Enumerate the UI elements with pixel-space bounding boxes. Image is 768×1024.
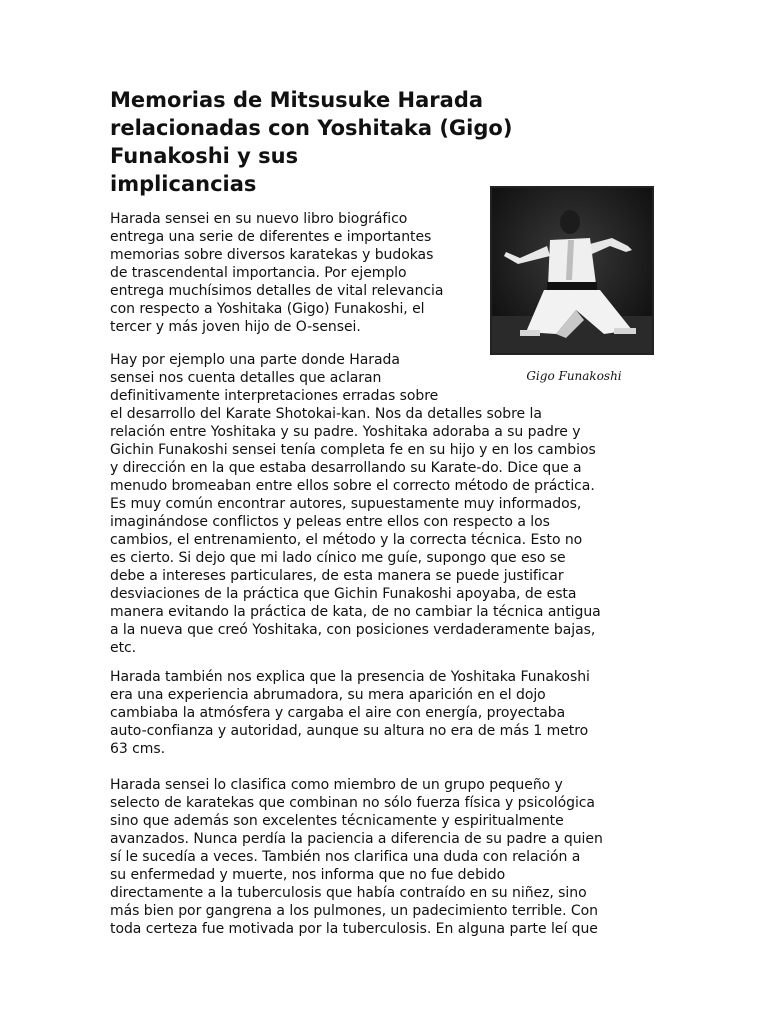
- text-line: imaginándose conflictos y peleas entre ellos con respecto a los: [110, 514, 550, 530]
- text-line: cambiaba la atmósfera y cargaba el aire con energía, proyectaba: [110, 705, 566, 721]
- paragraph-classification: [110, 776, 603, 938]
- text-line: definitivamente interpretaciones erradas sobre: [110, 388, 439, 404]
- text-line: selecto de karatekas que combinan no sólo fuerza física y psicológica: [110, 795, 595, 811]
- text-line: 63 cms.: [110, 741, 165, 757]
- text-line: más bien por gangrena a los pulmones, un padecimiento terrible. Con: [110, 903, 598, 919]
- text-line: avanzados. Nunca perdía la paciencia a diferencia de su padre a quien: [110, 831, 603, 847]
- figure: [490, 186, 658, 383]
- text-line: memorias sobre diversos karatekas y budokas: [110, 247, 434, 263]
- text-line: sino que además son excelentes técnicamente y espiritualmente: [110, 813, 564, 829]
- title-line: relacionadas con Yoshitaka (Gigo): [110, 116, 513, 140]
- text-line: Es muy común encontrar autores, supuestamente muy informados,: [110, 496, 582, 512]
- text-line: menudo bromeaban entre ellos sobre el correcto método de práctica.: [110, 478, 595, 494]
- text-line: relación entre Yoshitaka y su padre. Yoshitaka adoraba a su padre y: [110, 424, 581, 440]
- figure-caption: Gigo Funakoshi: [526, 369, 622, 383]
- text-line: Harada también nos explica que la presencia de Yoshitaka Funakoshi: [110, 669, 590, 685]
- text-line: Hay por ejemplo una parte donde Harada: [110, 352, 400, 368]
- title-line: Funakoshi y sus: [110, 144, 299, 168]
- text-line: manera evitando la práctica de kata, de no cambiar la técnica antigua: [110, 604, 601, 620]
- text-line: tercer y más joven hijo de O-sensei.: [110, 319, 361, 335]
- karate-photo: [490, 186, 654, 355]
- text-line: toda certeza fue motivada por la tuberculosis. En alguna parte leí que: [110, 921, 598, 937]
- text-line: entrega una serie de diferentes e importantes: [110, 229, 432, 245]
- text-line: Harada sensei lo clasifica como miembro de un grupo pequeño y: [110, 777, 563, 793]
- text-line: de trascendental importancia. Por ejemplo: [110, 265, 407, 281]
- text-line: a la nueva que creó Yoshitaka, con posiciones verdaderamente bajas,: [110, 622, 596, 638]
- title-line: Memorias de Mitsusuke Harada: [110, 88, 484, 112]
- text-line: su enfermedad y muerte, nos informa que no fue debido: [110, 867, 506, 883]
- text-line: sensei nos cuenta detalles que aclaran: [110, 370, 382, 386]
- text-line: y dirección en la que estaba desarrollando su Karate-do. Dice que a: [110, 460, 582, 476]
- text-line: cambios, el entrenamiento, el método y la correcta técnica. Esto no: [110, 532, 583, 548]
- text-line: desviaciones de la práctica que Gichin Funakoshi apoyaba, de esta: [110, 586, 577, 602]
- text-line: directamente a la tuberculosis que había contraído en su niñez, sino: [110, 885, 587, 901]
- text-line: debe a intereses particulares, de esta manera se puede justificar: [110, 568, 564, 584]
- text-line: etc.: [110, 640, 137, 656]
- text-line: con respecto a Yoshitaka (Gigo) Funakoshi, el: [110, 301, 425, 317]
- text-line: sí le sucedía a veces. También nos clarifica una duda con relación a: [110, 849, 581, 865]
- text-line: auto-confianza y autoridad, aunque su altura no era de más 1 metro: [110, 723, 589, 739]
- text-line: Gichin Funakoshi sensei tenía completa fe en su hijo y en los cambios: [110, 442, 596, 458]
- title-line: implicancias: [110, 172, 257, 196]
- text-line: entrega muchísimos detalles de vital relevancia: [110, 283, 444, 299]
- text-line: era una experiencia abrumadora, su mera aparición en el dojo: [110, 687, 546, 703]
- paragraph-intro: [110, 210, 443, 336]
- text-line: el desarrollo del Karate Shotokai-kan. Nos da detalles sobre la: [110, 406, 542, 422]
- paragraph-presence: [110, 668, 590, 758]
- karateka-illustration: [492, 188, 652, 353]
- text-line: Harada sensei en su nuevo libro biográfico: [110, 211, 408, 227]
- text-line: es cierto. Si dejo que mi lado cínico me guíe, supongo que eso se: [110, 550, 566, 566]
- paragraph-relationship: [110, 351, 601, 657]
- document-page: [110, 86, 660, 937]
- page-title: [110, 86, 660, 198]
